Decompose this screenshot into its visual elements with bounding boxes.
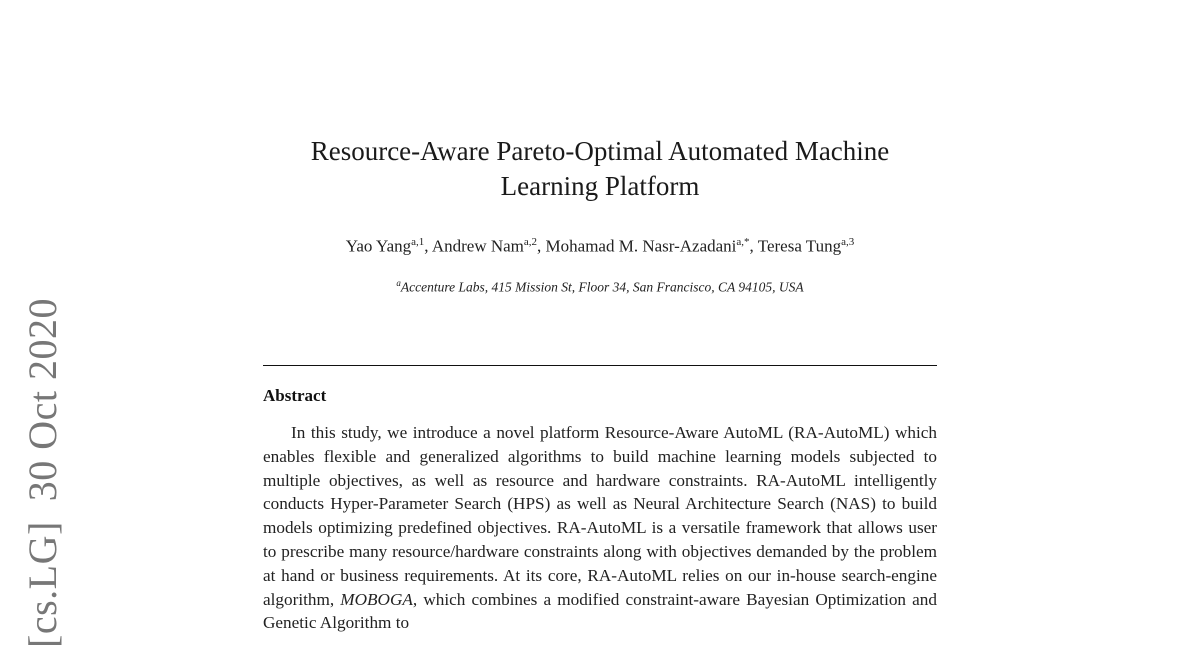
author-name: Mohamad M. Nasr-Azadani — [545, 236, 737, 256]
author-name: Teresa Tung — [757, 236, 842, 256]
abstract-rule — [263, 365, 937, 366]
title-line-1: Resource-Aware Pareto-Optimal Automated Machine — [310, 136, 890, 166]
abstract-text: In this study, we introduce a novel platform Resource-Aware AutoML (RA-AutoML) which enables flexible and generalized algorithms to build machine learning models subjected to multiple objectives, as well as resource and hardware constraints. RA-AutoML intelligently conducts Hyper-Parameter Search (HPS) as well as Neural Architecture Search (NAS) to build models optimizing predefined objectives. RA-AutoML is a versatile framework that allows user to prescribe many resource/hardware constraints along with objectives demanded by the problem at hand or business requirements. At its core, RA-AutoML relies on our in-house search-engine algorithm, — [263, 423, 937, 609]
affiliation — [263, 278, 937, 296]
author-affil-mark: a,2 — [523, 236, 538, 248]
paper-page — [263, 0, 937, 648]
arxiv-date: 30 Oct 2020 — [20, 297, 65, 502]
abstract-heading: Abstract — [263, 386, 327, 405]
affiliation-mark: a — [396, 278, 401, 288]
abstract-emphasis: MOBOGA — [340, 589, 413, 609]
author-affil-mark: a,3 — [841, 236, 855, 248]
arxiv-side-stamp — [18, 298, 68, 648]
author-affil-mark: a,1 — [411, 236, 425, 248]
abstract-body — [263, 421, 937, 635]
author-list: Yao Yang$^{a,1}$, Andrew Nam$^{a,2}$, Mohamad M. Nasr-Azadani$^{a,*}$, Teresa Tung$^{a,3}$ — [345, 236, 855, 256]
author-name: Andrew Nam — [431, 236, 524, 256]
author-name: Yao Yang — [345, 236, 412, 256]
title-line-2: Learning Platform — [500, 171, 700, 201]
abstract-text-cont: , which combines a modified constraint-aware Bayesian Optimization and Genetic Algorithm to — [263, 589, 937, 633]
arxiv-category: [cs.LG] — [20, 521, 65, 648]
author-affil-mark: a,* — [736, 236, 750, 248]
paper-title — [263, 134, 937, 204]
affiliation-text: Accenture Labs, 415 Mission St, Floor 34, San Francisco, CA 94105, USA — [400, 279, 804, 295]
